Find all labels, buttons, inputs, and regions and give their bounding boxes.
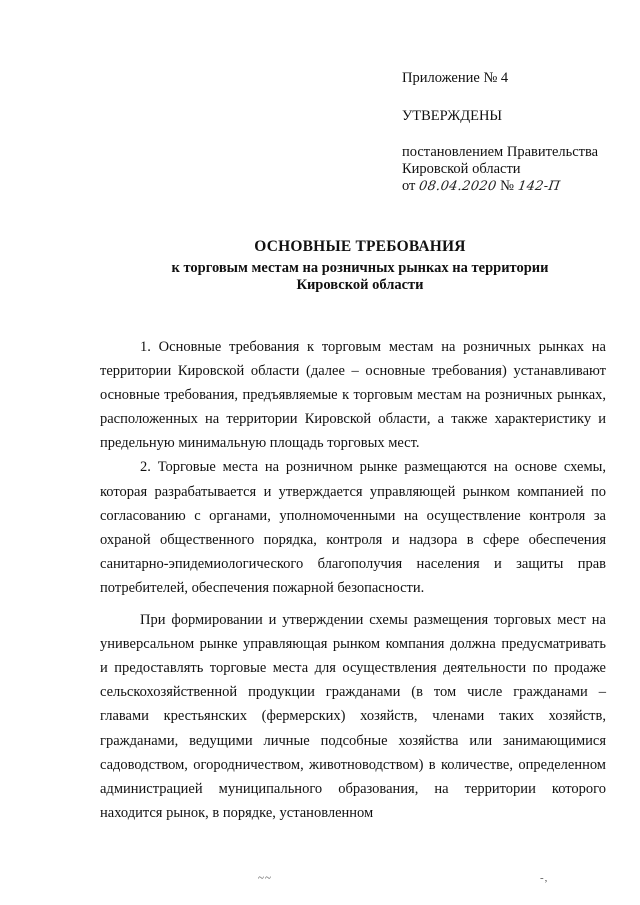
paragraph-2: 2. Торговые места на розничном рынке размещаются на основе схемы, которая разрабатывается и утверждается управляющей рынком компанией по согласованию с органами, уполномоченными на осуществление контроля за охраной общественного порядка, контроля и надзора в сфере обеспечения санитарно-эпидемиологического благополучия населения и защиты прав потребителей, обеспечения пожарной безопасности.	[100, 459, 606, 596]
document-body	[100, 335, 606, 825]
decree-date-line	[402, 178, 632, 195]
decree-line-1: постановлением Правительства	[402, 144, 599, 160]
handwritten-number: 142-П	[516, 179, 561, 194]
scan-mark-left: ~~	[258, 872, 272, 884]
document-subtitle-line-2: Кировской области	[296, 277, 424, 293]
date-prefix: от	[402, 178, 416, 194]
appendix-label: Приложение № 4	[402, 70, 509, 86]
handwritten-date: 08.04.2020	[417, 179, 498, 194]
decree-line-2: Кировской области	[402, 161, 521, 177]
approved-label: УТВЕРЖДЕНЫ	[402, 108, 503, 124]
paragraph-3: При формировании и утверждении схемы размещения торговых мест на универсальном рынке управляющая рынком компания должна предусматривать и предоставлять торговые места для осуществления деятельности по продаже сельскохозяйственной продукции гражданами (в том числе гражданами – главами крестьянских (фермерских) хозяйств, членами таких хозяйств, гражданами, ведущими личные подсобные хозяйства или занимающимися садоводством, огородничеством, животноводством) в количестве, определенном администрацией муниципального образования, на территории которого находится рынок, в порядке, установленном	[100, 612, 606, 821]
document-subtitle-line-1: к торговым местам на розничных рынках на территории	[171, 260, 549, 276]
number-prefix: №	[500, 178, 514, 194]
document-title: ОСНОВНЫЕ ТРЕБОВАНИЯ	[254, 238, 466, 255]
approval-block	[402, 70, 632, 195]
scan-mark-right: -,	[540, 872, 549, 884]
paragraph-1: 1. Основные требования к торговым местам на розничных рынках на территории Кировской области (далее – основные требования) устанавливают основные требования, предъявляемые к торговым местам на розничных рынках, расположенных на территории Кировской области, а также характеристику и предельную минимальную площадь торговых мест.	[100, 339, 606, 452]
